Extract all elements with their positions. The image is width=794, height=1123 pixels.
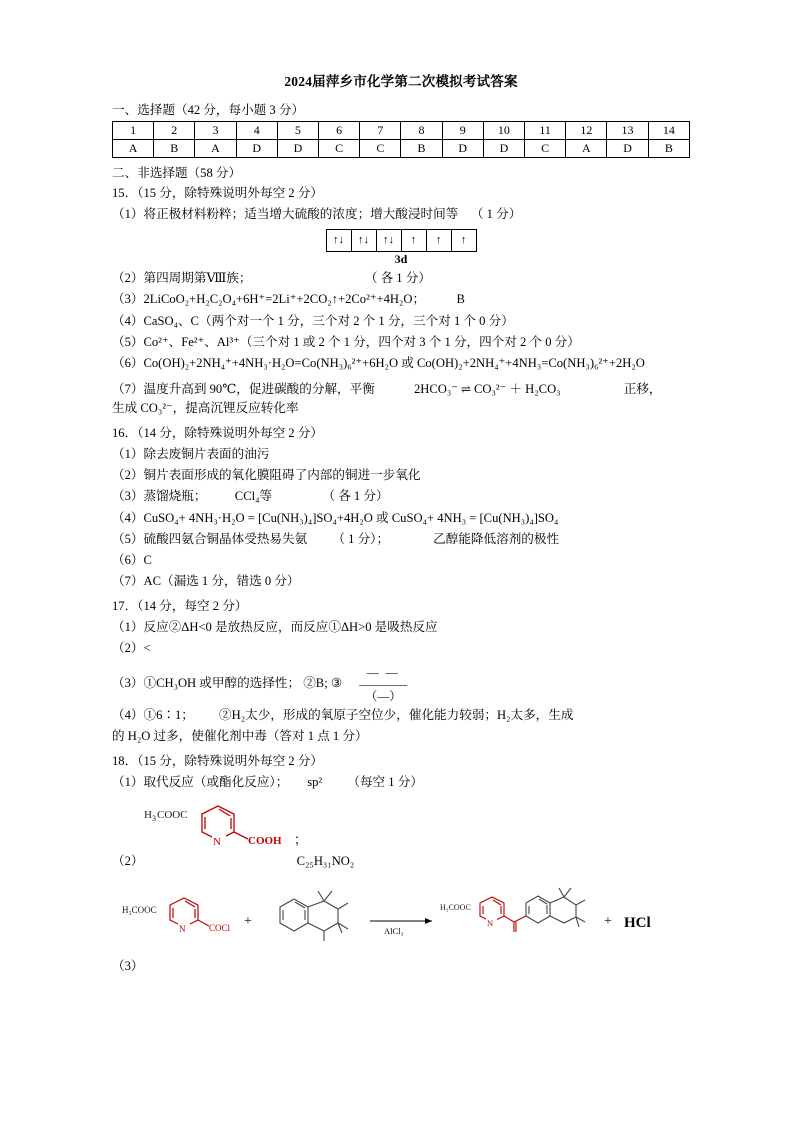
- table-cell: 8: [401, 122, 442, 140]
- svg-text:COOC: COOC: [157, 809, 188, 822]
- table-cell: C: [319, 140, 360, 158]
- q18-molecular-formula: C₂₅H₃₁NO₂: [296, 854, 355, 869]
- answer-table: [112, 121, 690, 158]
- question-17-item-2: （2）<: [112, 641, 151, 656]
- reactant1-right-label: COCl: [209, 923, 231, 934]
- table-cell: A: [195, 140, 236, 158]
- question-15-item-6: （6）Co(OH)₂+2NH₄⁺+4NH₃·H₂O=Co(NH₃)₆²⁺+6H₂O 或 Co(OH)₂+2NH₄⁺+4NH₃=Co(NH₃)₆²⁺+2H₂O: [112, 355, 645, 370]
- reaction-scheme-svg: [112, 877, 672, 955]
- orbital-cell: ↑↓: [376, 230, 401, 252]
- question-17-item-3: [112, 666, 690, 702]
- structure-1-svg: [142, 796, 402, 856]
- question-15-item-1: （1）将正极材料粉粹；适当增大硫酸的浓度；增大酸浸时间等 （ 1 分）: [112, 207, 522, 222]
- product-left-label: H₃COOC: [440, 903, 471, 913]
- table-cell: 7: [360, 122, 401, 140]
- table-cell: B: [648, 140, 689, 158]
- question-18-heading: 18．（15 分，除特殊说明外每空 2 分）: [112, 753, 323, 768]
- q15-item7-suffix: 正移，: [623, 381, 662, 396]
- q17-item3-prefix: （3）①CH₃OH 或甲醇的选择性； ②B; ③: [112, 675, 343, 690]
- table-cell: 5: [277, 122, 318, 140]
- table-cell: D: [277, 140, 318, 158]
- blank-line-3: （—）: [365, 688, 402, 703]
- table-cell: 6: [319, 122, 360, 140]
- question-18-item-1: （1）取代反应（或酯化反应）； sp² （每空 1 分）: [112, 774, 423, 789]
- table-row-numbers: [113, 122, 690, 140]
- question-16-item-7: （7）AC（漏选 1 分，错选 0 分）: [112, 574, 300, 588]
- question-17-item-4: （4）①6∶1； ②H₂太少，形成的氧原子空位少，催化能力较弱；H₂太多，生成: [112, 707, 574, 722]
- structure-1-right-label: COOH: [248, 835, 282, 848]
- table-cell: C: [525, 140, 566, 158]
- table-cell: D: [483, 140, 524, 158]
- q17-blank-lines: [359, 666, 407, 702]
- table-cell: 2: [154, 122, 195, 140]
- question-15-item-7: [112, 380, 690, 399]
- question-15-item-2: （2）第四周期第Ⅷ族； （ 各 1 分）: [112, 271, 431, 286]
- question-17-item-4-line2: 的 H₂O 过多，使催化剂中毒（答对 1 点 1 分）: [112, 728, 368, 743]
- question-15-item-3: （3）2LiCoO₂+H₂C₂O₄+6H⁺=2Li⁺+2CO₂↑+2Co²⁺+4H₂O； B: [112, 292, 465, 307]
- blank-line-1: — —: [366, 664, 400, 679]
- structure-1-left-label: H: [144, 809, 152, 822]
- equilibrium-right: CO₃²⁻ ＋ H₂CO₃: [473, 381, 561, 396]
- question-18-item-3: （3）: [112, 959, 144, 974]
- q18-item2-label: （2）: [112, 854, 144, 869]
- orbital-cell: ↑↓: [326, 230, 351, 252]
- reaction-scheme: [112, 877, 690, 955]
- equilibrium-left: 2HCO₃⁻: [413, 381, 458, 396]
- q15-equilibrium: [414, 382, 564, 396]
- question-17-heading: 17．（14 分，每空 2 分）: [112, 599, 248, 614]
- orbital-table: [326, 229, 477, 252]
- table-cell: 9: [442, 122, 483, 140]
- document-body: [112, 70, 690, 978]
- orbital-cell: ↑: [451, 230, 476, 252]
- orbital-cell: ↑: [401, 230, 426, 252]
- table-cell: 4: [236, 122, 277, 140]
- section-heading-free-response: 二、非选择题（58 分）: [112, 166, 242, 180]
- question-16-item-2: （2）铜片表面形成的氧化膜阻碍了内部的铜进一步氧化: [112, 468, 421, 483]
- question-17-item-1: （1）反应②ΔH<0 是放热反应，而反应①ΔH>0 是吸热反应: [112, 620, 438, 635]
- table-cell: 1: [113, 122, 154, 140]
- reaction-plus-1: +: [244, 914, 252, 930]
- table-row-answers: [113, 140, 690, 158]
- question-15-heading: 15．（15 分，除特殊说明外每空 2 分）: [112, 186, 323, 200]
- table-cell: 13: [607, 122, 648, 140]
- section-heading-choice: 一、选择题（42 分，每小题 3 分）: [112, 103, 305, 117]
- table-cell: B: [401, 140, 442, 158]
- question-16-item-5: （5）硫酸四氨合铜晶体受热易失氨 （ 1 分）； 乙醇能降低溶剂的极性: [112, 531, 560, 546]
- table-cell: 3: [195, 122, 236, 140]
- page-title: 2024届萍乡市化学第二次模拟考试答案: [284, 74, 518, 89]
- question-16-item-4: （4）CuSO₄+ 4NH₃·H₂O = [Cu(NH₃)₄]SO₄+4H₂O 或 CuSO₄+ 4NH₃ = [Cu(NH₃)₄]SO₄: [112, 510, 559, 525]
- structure-1-nitrogen: N: [213, 836, 221, 849]
- question-15-item-7-line2: 生成 CO₃²⁻，提高沉锂反应转化率: [112, 400, 299, 415]
- orbital-diagram: [112, 229, 690, 252]
- reaction-catalyst-label: AlCl₃: [384, 926, 404, 937]
- reactant1-left-label: H₃COOC: [122, 905, 157, 916]
- table-cell: 12: [566, 122, 607, 140]
- question-16-item-6: （6）C: [112, 552, 152, 567]
- question-16-item-3: （3）蒸馏烧瓶； CCl₄等 （ 各 1 分）: [112, 489, 389, 504]
- question-16-heading: 16．（14 分，除特殊说明外每空 2 分）: [112, 426, 323, 441]
- orbital-cell: ↑↓: [351, 230, 376, 252]
- reaction-byproduct-label: HCl: [624, 915, 651, 932]
- product-nitrogen: N: [487, 918, 494, 929]
- table-cell: C: [360, 140, 401, 158]
- question-16-item-1: （1）除去废铜片表面的油污: [112, 447, 270, 462]
- question-15-item-5: （5）Co²⁺、Fe²⁺、Al³⁺（三个对 1 或 2 个 1 分，四个对 3 个 1 分，四个对 2 个 0 分）: [112, 334, 580, 349]
- reaction-plus-2: +: [604, 914, 612, 930]
- question-18-item-2: [112, 852, 690, 871]
- table-cell: B: [154, 140, 195, 158]
- table-cell: 14: [648, 122, 689, 140]
- equilibrium-symbol: ⇌: [460, 381, 471, 396]
- reactant1-nitrogen: N: [179, 924, 186, 935]
- orbital-cell: ↑: [426, 230, 451, 252]
- svg-text:3: 3: [152, 814, 156, 824]
- table-cell: D: [236, 140, 277, 158]
- table-cell: A: [113, 140, 154, 158]
- table-cell: A: [566, 140, 607, 158]
- blank-line-2: ————: [359, 676, 408, 691]
- table-cell: 11: [525, 122, 566, 140]
- table-cell: D: [442, 140, 483, 158]
- question-15-item-4: （4）CaSO₄、C（两个对一个 1 分，三个对 2 个 1 分，三个对 1 个 0 分）: [112, 313, 514, 328]
- orbital-label: 3d: [394, 252, 408, 267]
- chemical-structure-1: [142, 796, 690, 856]
- q15-item7-prefix: （7）温度升高到 90℃，促进碳酸的分解，平衡: [112, 381, 375, 396]
- table-cell: 10: [483, 122, 524, 140]
- structure-1-semicolon: ；: [294, 832, 308, 848]
- table-cell: D: [607, 140, 648, 158]
